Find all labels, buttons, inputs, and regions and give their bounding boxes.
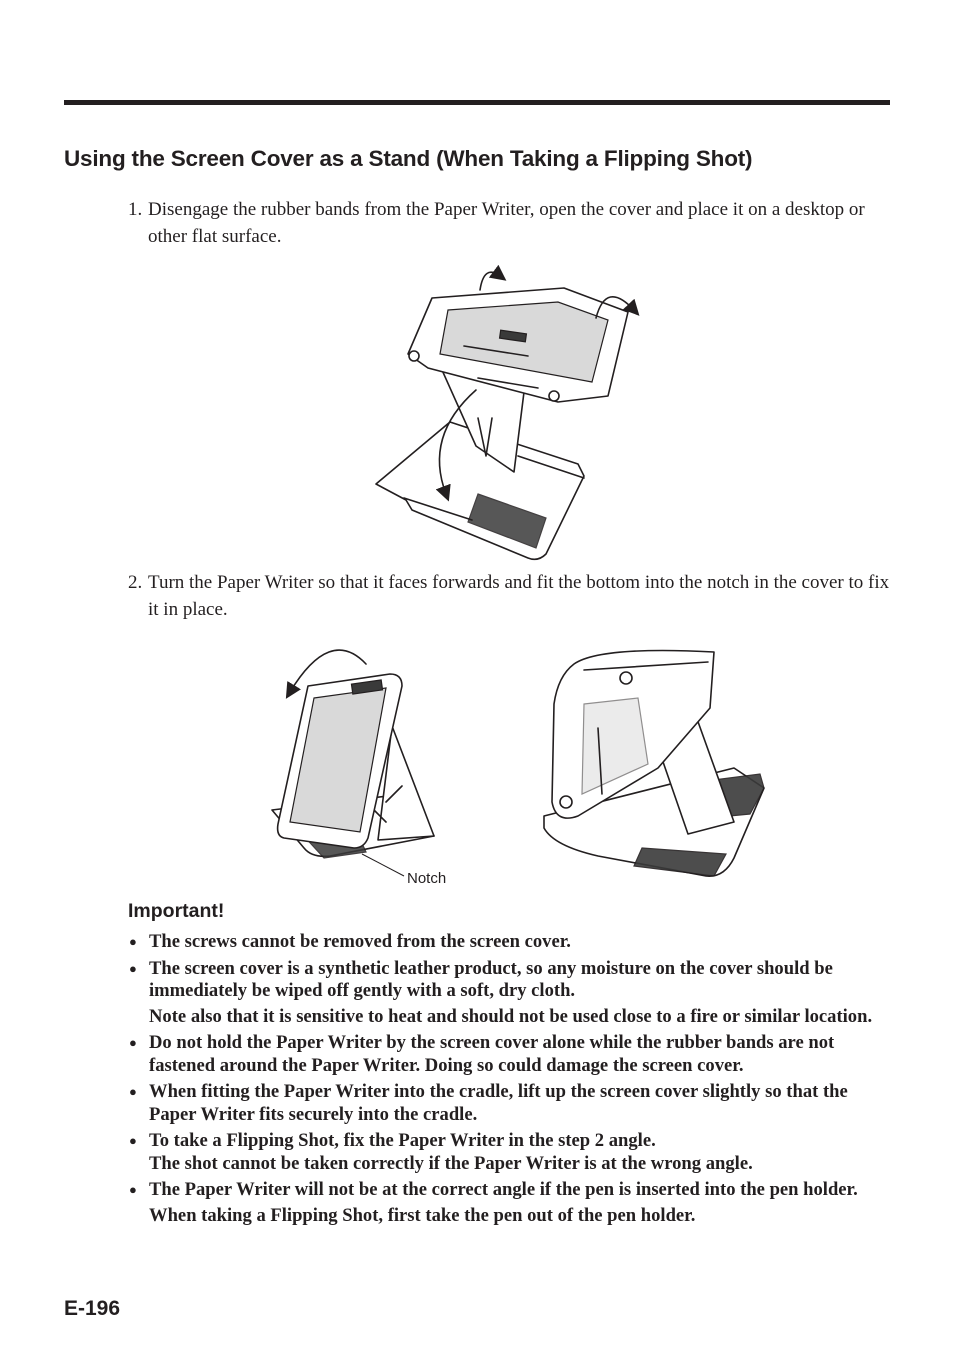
list-item [128, 958, 898, 1029]
bullet-note: The shot cannot be taken correctly if the Paper Writer is at the wrong angle. [149, 1152, 753, 1174]
bullet-text: The Paper Writer will not be at the correct angle if the pen is inserted into the pen holder. [149, 1179, 858, 1200]
bullet-icon: ● [129, 1133, 137, 1148]
bullet-text: The screws cannot be removed from the screen cover. [149, 931, 571, 952]
step-1-number: 1. [128, 199, 143, 220]
bullet-text: When fitting the Paper Writer into the cradle, lift up the screen cover slightly so that the Paper Writer fits securely into the cradle. [149, 1081, 848, 1125]
bullet-icon: ● [129, 934, 137, 949]
figure-stand-front [268, 634, 468, 866]
list-item [128, 1179, 898, 1227]
bullet-text: The screen cover is a synthetic leather product, so any moisture on the cover should be immediately be wiped off gently with a soft, dry cloth. [149, 957, 833, 1001]
step-2-number: 2. [128, 572, 143, 593]
important-heading: Important! [128, 900, 225, 922]
important-list [128, 931, 898, 1231]
list-item [128, 1130, 898, 1175]
step-2-text: Turn the Paper Writer so that it faces forwards and fit the bottom into the notch in the cover to fix it in place. [148, 572, 890, 620]
list-item [128, 1032, 898, 1077]
notch-leader-line [360, 852, 410, 880]
bullet-note: Note also that it is sensitive to heat and should not be used close to a fire or similar location. [149, 1005, 873, 1027]
list-item [128, 1081, 898, 1126]
notch-label: Notch [407, 870, 447, 887]
bullet-text: Do not hold the Paper Writer by the screen cover alone while the rubber bands are not fastened around the Paper Writer. Doing so could damage the screen cover. [149, 1032, 835, 1076]
bullet-icon: ● [129, 1035, 137, 1050]
list-item [128, 931, 898, 954]
bullet-icon: ● [129, 960, 137, 976]
bullet-note: When taking a Flipping Shot, first take the pen out of the pen holder. [149, 1204, 696, 1226]
page-number: E-196 [64, 1297, 121, 1320]
bullet-icon: ● [129, 1182, 137, 1197]
bullet-icon: ● [129, 1084, 137, 1099]
step-1-text: Disengage the rubber bands from the Paper Writer, open the cover and place it on a desktop or other flat surface. [148, 199, 865, 247]
step-2 [128, 569, 890, 623]
step-1 [128, 196, 890, 250]
bullet-text: To take a Flipping Shot, fix the Paper Writer in the step 2 angle. [149, 1130, 656, 1151]
header-rule [64, 100, 890, 105]
figure-open-cover [368, 258, 648, 564]
page-title: Using the Screen Cover as a Stand (When Taking a Flipping Shot) [64, 146, 753, 171]
figure-stand-rear [538, 644, 770, 884]
